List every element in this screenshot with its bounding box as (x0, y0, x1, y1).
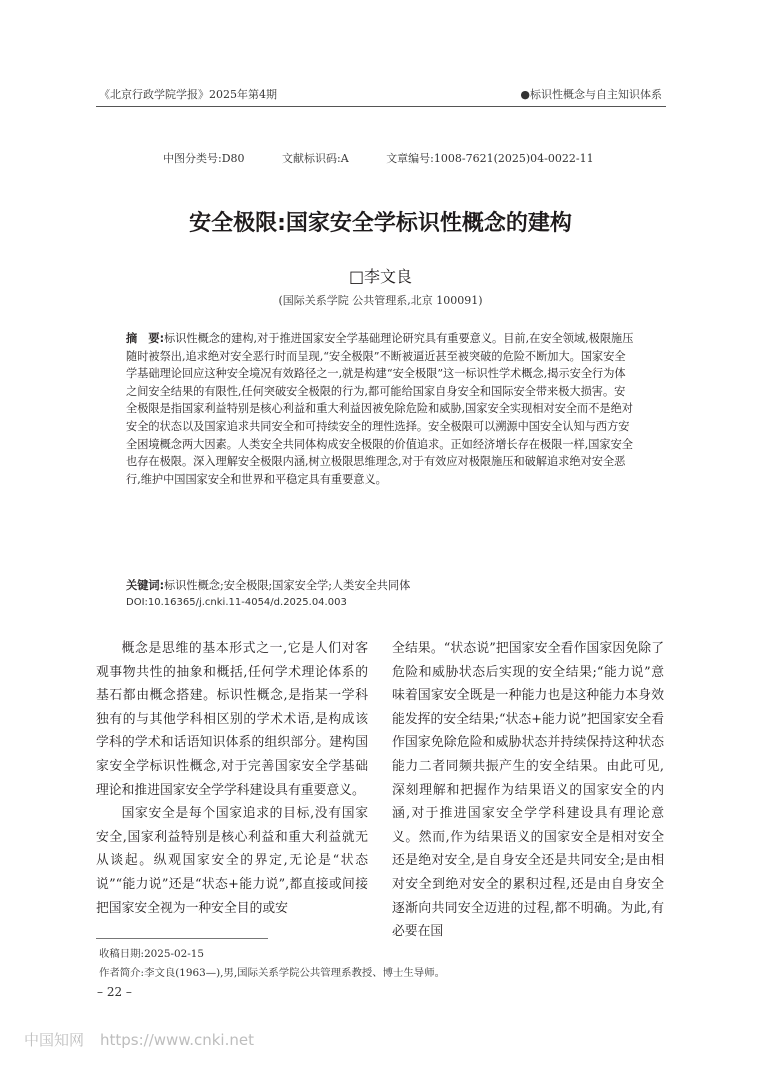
abstract (126, 330, 634, 488)
author-name: □李文良 (348, 267, 413, 286)
author-affiliation: (国际关系学院 公共管理系,北京 100091) (278, 294, 483, 307)
author-bio: 作者简介:李文良(1963—),男,国际关系学院公共管理系教授、博士生导师。 (99, 967, 445, 979)
cnki-watermark (24, 1029, 254, 1050)
journal-header: 《北京行政学院学报》2025年第4期 (99, 88, 277, 101)
body-paragraph: 全结果。“状态说”把国家安全看作国家因免除了危险和威胁状态后实现的安全结果;“能力说”意味着国家安全既是一种能力也是这种能力本身效能发挥的安全结果;“状态+能力说”把国家安全看作国家免除危险和威胁状态并持续保持这种状态能力二者同频共振产生的安全结果。由此可见,深刻理解和把握作为结果语义的国家安全的内涵,对于推进国家安全学学科建设具有理论意义。然而,作为结果语义的国家安全是相对安全还是绝对安全,是自身安全还是共同安全;是由相对安全到绝对安全的累积过程,还是由自身安全逐渐向共同安全迈进的过程,都不明确。为此,有必要在国 (392, 641, 664, 940)
watermark-url: https://www.cnki.net (100, 1031, 254, 1049)
watermark-brand: 中国知网 (24, 1031, 85, 1049)
doi: DOI:10.16365/j.cnki.11-4054/d.2025.04.003 (126, 597, 347, 608)
section-header: ●标识性概念与自主知识体系 (520, 88, 662, 101)
abstract-label: 摘 要: (126, 332, 165, 345)
abstract-text: 标识性概念的建构,对于推进国家安全学基础理论研究具有重要意义。目前,在安全领域,极限施压随时被祭出,追求绝对安全恶行时而呈现,“安全极限”不断被逼近甚至被突破的危险不断加大。国家安全学基础理论回应这种安全境况有效路径之一,就是构建“安全极限”这一标识性学术概念,揭示安全行为体之间安全结果的有限性,任何突破安全极限的行为,都可能给国家自身安全和国际安全带来极大损害。安全极限是指国家利益特别是核心利益和重大利益因被免除危险和威胁,国家安全实现相对安全而不是绝对安全的状态以及国家追求共同安全和可持续安全的理性选择。安全极限可以溯源中国安全认知与西方安全困境概念两大因素。人类安全共同体构成安全极限的价值追求。正如经济增长存在极限一样,国家安全也存在极限。深入理解安全极限内涵,树立极限思维理念,对于有效应对极限施压和破解追求绝对安全恶行,维护中国国家安全和世界和平稳定具有重要意义。 (126, 332, 634, 486)
header-rule (96, 106, 666, 107)
page-number: – 22 – (97, 985, 132, 999)
article-number: 文章编号:1008-7621(2025)04-0022-11 (386, 152, 594, 165)
document-code: 文献标识码:A (282, 152, 349, 165)
body-column-right (392, 637, 664, 944)
clc-number: 中图分类号:D80 (163, 152, 245, 165)
keywords (126, 577, 634, 593)
paper-title: 安全极限:国家安全学标识性概念的建构 (189, 211, 572, 236)
keywords-text: 标识性概念;安全极限;国家安全学;人类安全共同体 (164, 579, 411, 592)
body-paragraph: 国家安全是每个国家追求的目标,没有国家安全,国家利益特别是核心利益和重大利益就无从谈起。纵观国家安全的界定,无论是“状态说”“能力说”还是“状态+能力说”,都直接或间接把国家安全视为一种安全目的或安 (96, 806, 368, 916)
received-date: 收稿日期:2025-02-15 (99, 948, 204, 960)
classification-line (163, 150, 628, 166)
footnote-rule (96, 938, 268, 939)
body-column-left (96, 637, 368, 920)
keywords-label: 关键词: (126, 579, 165, 592)
body-paragraph: 概念是思维的基本形式之一,它是人们对客观事物共性的抽象和概括,任何学术理论体系的基石都由概念搭建。标识性概念,是指某一学科独有的与其他学科相区别的学术术语,是构成该学科的学术和话语知识体系的组织部分。建构国家安全学标识性概念,对于完善国家安全学基础理论和推进国家安全学学科建设具有重要意义。 (96, 641, 368, 798)
